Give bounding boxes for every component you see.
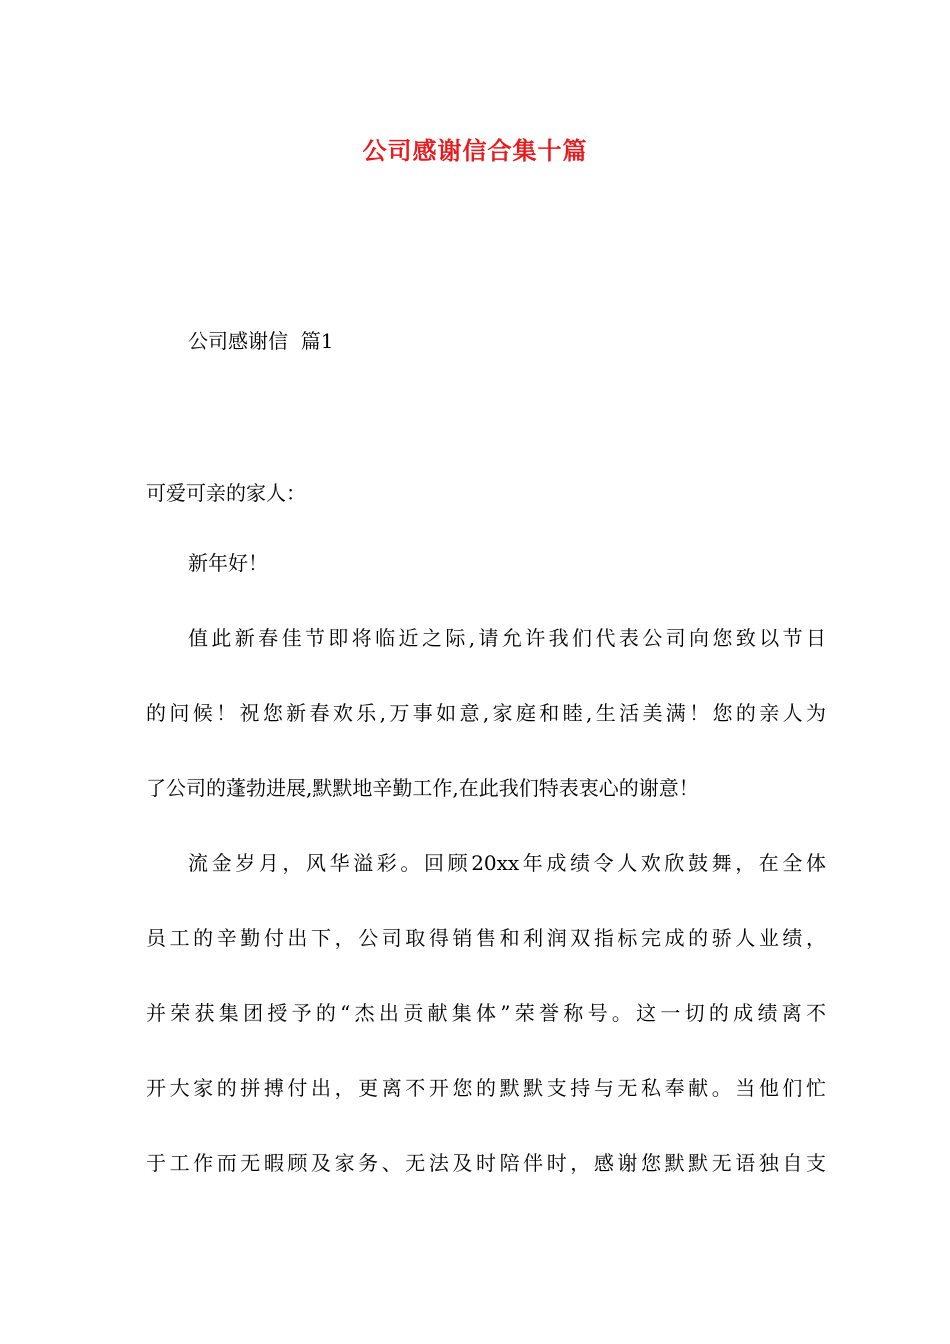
greeting: 新年好！ [188,551,268,575]
paragraph-2-line-4: 开大家的拼搏付出，更离不开您的默默支持与无私奉献。当他们忙 [146,1076,826,1100]
paragraph-1-line-3: 了公司的蓬勃进展,默默地辛勤工作,在此我们特表衷心的谢意！ [146,776,699,800]
paragraph-1-line-1: 值此新春佳节即将临近之际,请允许我们代表公司向您致以节日 [188,626,826,650]
paragraph-2-line-5: 于工作而无暇顾及家务、无法及时陪伴时，感谢您默默无语独自支 [146,1151,826,1175]
paragraph-2-line-2: 员工的辛勤付出下，公司取得销售和利润双指标完成的骄人业绩， [146,926,826,950]
paragraph-2-line-1: 流金岁月，风华溢彩。回顾20xx年成绩令人欢欣鼓舞，在全体 [188,851,826,875]
document-title: 公司感谢信合集十篇 [362,136,588,165]
section-heading: 公司感谢信 篇1 [188,329,334,353]
paragraph-1-line-2: 的问候！祝您新春欢乐,万事如意,家庭和睦,生活美满！您的亲人为 [146,701,826,725]
salutation: 可爱可亲的家人： [146,481,306,505]
paragraph-2-line-3: 并荣获集团授予的“杰出贡献集体”荣誉称号。这一切的成绩离不 [146,1001,826,1025]
